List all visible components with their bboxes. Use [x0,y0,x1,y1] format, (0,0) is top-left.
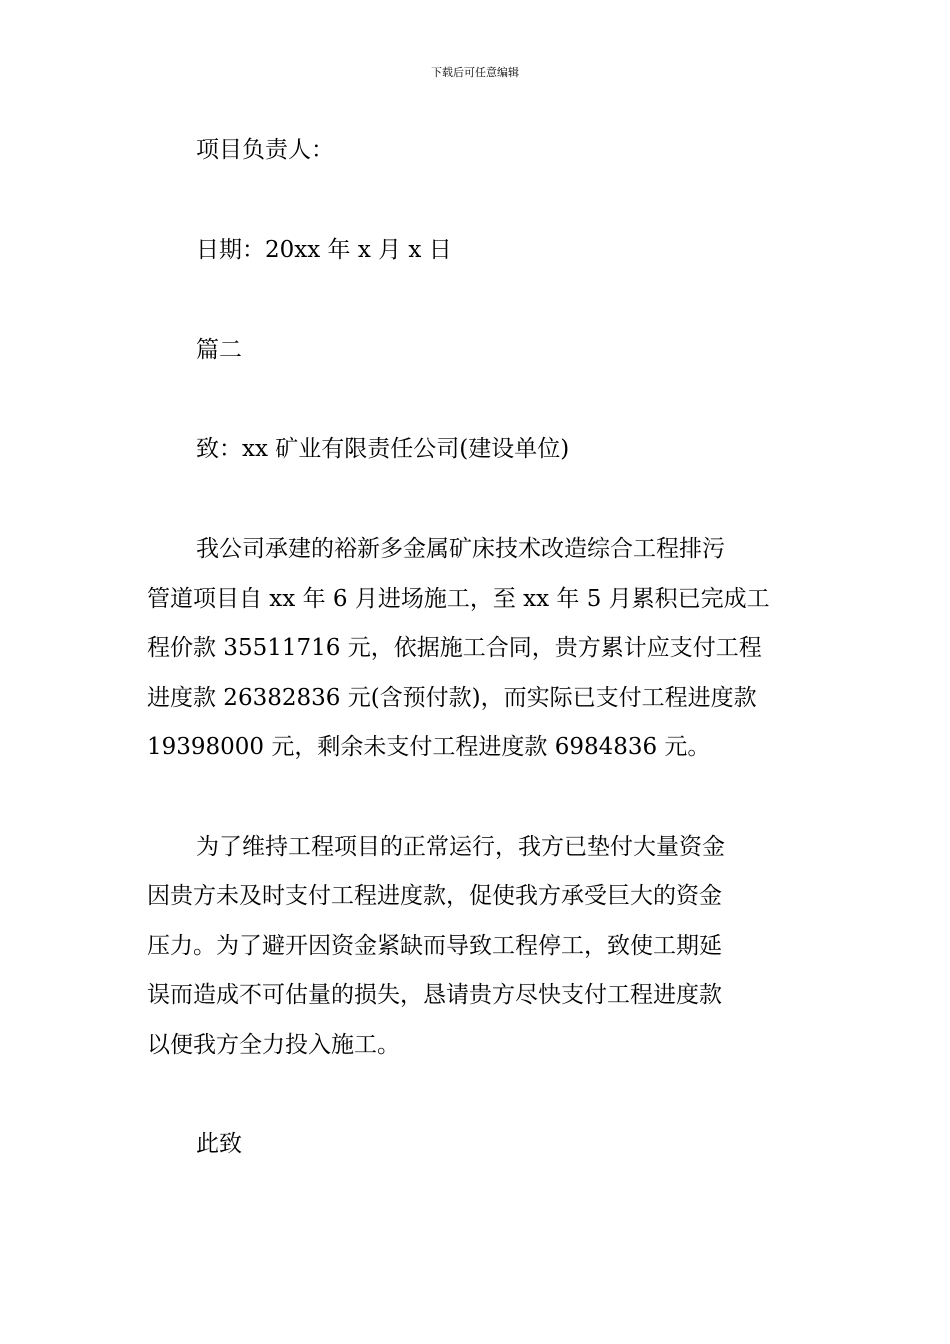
salutation-line: 致：xx 矿业有限责任公司(建设单位) [196,436,570,462]
project-leader-line: 项目负责人： [196,137,334,163]
paragraph-1-line: 进度款 26382836 元(含预付款)，而实际已支付工程进度款 [147,685,757,711]
header-note: 下载后可任意编辑 [431,66,519,79]
paragraph-1-line: 管道项目自 xx 年 6 月进场施工，至 xx 年 5 月累积已完成工 [147,586,770,612]
paragraph-2-line: 误而造成不可估量的损失，恳请贵方尽快支付工程进度款 [147,982,722,1008]
closing-line: 此致 [196,1131,242,1157]
paragraph-1-line: 程价款 35511716 元，依据施工合同，贵方累计应支付工程 [147,635,762,661]
paragraph-1-line: 我公司承建的裕新多金属矿床技术改造综合工程排污 [196,536,725,562]
section-title: 篇二 [196,337,242,363]
paragraph-1-line: 19398000 元，剩余未支付工程进度款 6984836 元。 [147,734,711,760]
paragraph-2-line: 为了维持工程项目的正常运行，我方已垫付大量资金 [196,834,725,860]
date-line: 日期：20xx 年 x 月 x 日 [196,237,452,263]
paragraph-2-line: 以便我方全力投入施工。 [147,1032,400,1058]
paragraph-2-line: 因贵方未及时支付工程进度款，促使我方承受巨大的资金 [147,883,722,909]
paragraph-2-line: 压力。为了避开因资金紧缺而导致工程停工，致使工期延 [147,933,722,959]
